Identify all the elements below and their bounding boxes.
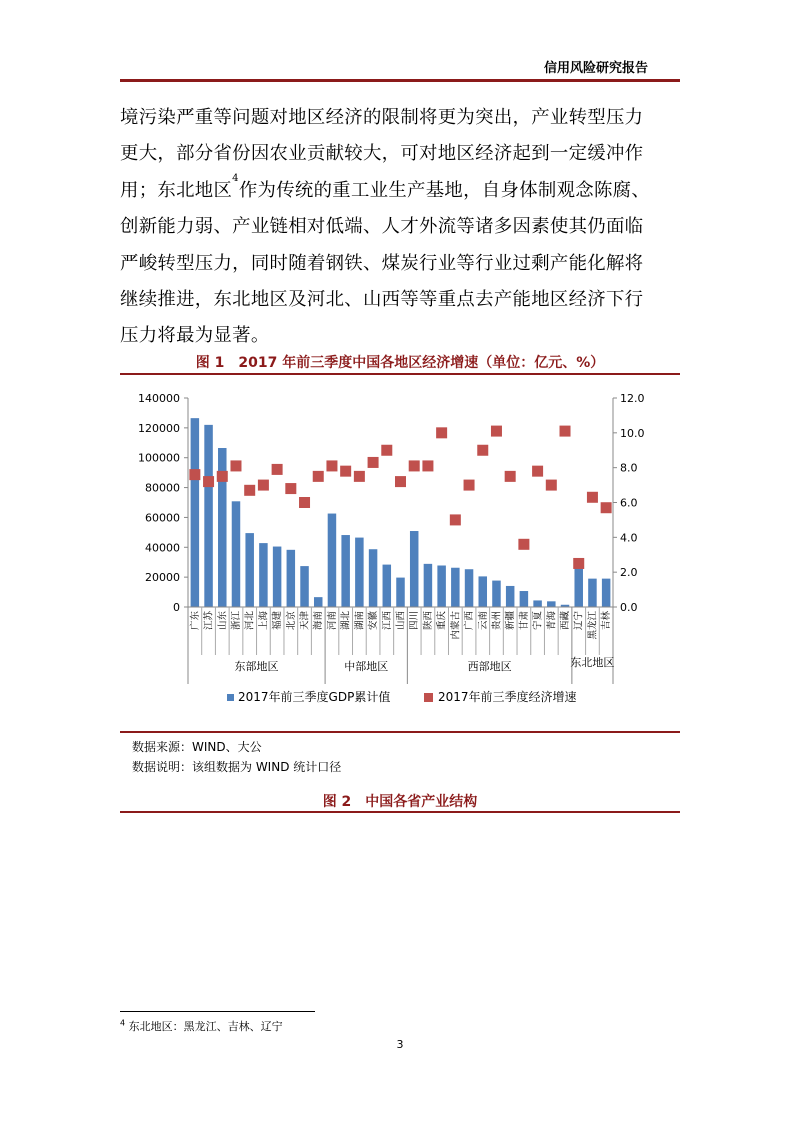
growth-point bbox=[189, 469, 200, 480]
category-label: 甘肃 bbox=[518, 611, 530, 631]
category-label: 云南 bbox=[477, 611, 489, 631]
category-label: 陕西 bbox=[422, 611, 434, 631]
category-label: 广东 bbox=[189, 611, 201, 631]
footnote-marker: 4 bbox=[120, 1018, 126, 1028]
header-rule bbox=[120, 79, 680, 82]
legend-point-swatch bbox=[424, 693, 433, 702]
figure2-title: 图 2 中国各省产业结构 bbox=[322, 794, 478, 810]
gdp-bar bbox=[533, 600, 542, 607]
body-text-segment: 用；东北地区 bbox=[120, 179, 233, 201]
left-tick-label: 120000 bbox=[138, 421, 180, 435]
body-line: 严峻转型压力，同时随着钢铁、煤炭行业等行业过剩产能化解将 bbox=[120, 252, 644, 274]
category-label: 新疆 bbox=[505, 611, 517, 631]
category-label: 天津 bbox=[299, 611, 311, 631]
gdp-bar bbox=[479, 576, 488, 607]
left-tick-label: 140000 bbox=[138, 392, 180, 405]
left-tick-label: 60000 bbox=[145, 511, 180, 525]
growth-point bbox=[244, 485, 255, 496]
growth-point bbox=[299, 497, 310, 508]
gdp-bar bbox=[300, 566, 309, 607]
growth-point bbox=[285, 483, 296, 494]
growth-point bbox=[477, 445, 488, 456]
right-tick-label: 12.0 bbox=[620, 392, 645, 405]
category-label: 吉林 bbox=[601, 611, 613, 631]
growth-point bbox=[518, 539, 529, 550]
footnote bbox=[120, 1018, 283, 1034]
category-label: 内蒙古 bbox=[450, 611, 462, 640]
gdp-bar bbox=[424, 564, 433, 607]
growth-point bbox=[258, 480, 269, 491]
body-text-segment: 作为传统的重工业生产基地，自身体制观念陈腐、 bbox=[238, 179, 651, 201]
category-label: 河北 bbox=[244, 611, 256, 631]
category-label: 安徽 bbox=[368, 611, 380, 631]
gdp-bar bbox=[547, 601, 556, 607]
gdp-bar bbox=[465, 569, 474, 607]
right-tick-label: 0.0 bbox=[620, 601, 638, 614]
left-tick-label: 100000 bbox=[138, 451, 180, 465]
body-paragraph bbox=[120, 100, 680, 355]
group-label: 西部地区 bbox=[467, 660, 512, 673]
gdp-bar bbox=[273, 547, 282, 607]
category-label: 黑龙江 bbox=[587, 611, 599, 640]
category-label: 湖南 bbox=[354, 611, 366, 631]
growth-point bbox=[532, 466, 543, 477]
category-label: 上海 bbox=[258, 611, 270, 631]
growth-point bbox=[340, 466, 351, 477]
left-tick-label: 0 bbox=[173, 601, 180, 614]
figure2-rule bbox=[120, 811, 680, 813]
growth-point bbox=[395, 476, 406, 487]
gdp-bar bbox=[506, 586, 515, 607]
growth-point bbox=[230, 460, 241, 471]
gdp-bar bbox=[245, 533, 254, 607]
header-title: 信用风险研究报告 bbox=[543, 61, 648, 76]
growth-point bbox=[368, 457, 379, 468]
category-label: 青海 bbox=[546, 611, 558, 631]
body-line: 压力将最为显著。 bbox=[120, 325, 270, 347]
gdp-bar bbox=[314, 597, 323, 607]
body-line: 继续推进，东北地区及河北、山西等等重点去产能地区经济下行 bbox=[120, 289, 644, 311]
gdp-bar bbox=[396, 578, 405, 607]
growth-point bbox=[409, 460, 420, 471]
figure1-note: 数据说明：该组数据为 WIND 统计口径 bbox=[132, 760, 342, 774]
gdp-bar bbox=[492, 581, 501, 607]
footnote-separator bbox=[120, 1011, 315, 1012]
right-tick-label: 2.0 bbox=[620, 566, 638, 580]
growth-point bbox=[601, 502, 612, 513]
group-label: 东北地区 bbox=[570, 656, 615, 669]
category-label: 重庆 bbox=[436, 611, 448, 631]
gdp-bar bbox=[204, 425, 213, 607]
category-label: 四川 bbox=[409, 611, 421, 631]
category-label: 海南 bbox=[313, 611, 325, 631]
growth-point bbox=[560, 426, 571, 437]
growth-point bbox=[217, 471, 228, 482]
left-tick-label: 80000 bbox=[145, 481, 180, 495]
growth-point bbox=[354, 471, 365, 482]
category-label: 宁夏 bbox=[532, 611, 544, 631]
body-line: 境污染严重等问题对地区经济的限制将更为突出，产业转型压力 bbox=[120, 107, 644, 128]
category-label: 北京 bbox=[285, 611, 297, 631]
category-label: 浙江 bbox=[230, 611, 242, 631]
gdp-bar bbox=[232, 501, 241, 607]
growth-point bbox=[587, 492, 598, 503]
body-line: 更大，部分省份因农业贡献较大，可对地区经济起到一定缓冲作 bbox=[120, 143, 644, 165]
category-label: 广西 bbox=[464, 611, 476, 631]
category-label: 辽宁 bbox=[573, 611, 585, 631]
growth-point bbox=[422, 460, 433, 471]
growth-point bbox=[326, 460, 337, 471]
growth-point bbox=[381, 445, 392, 456]
category-label: 西藏 bbox=[560, 611, 572, 631]
gdp-bar bbox=[451, 568, 460, 607]
category-label: 山东 bbox=[217, 611, 229, 631]
gdp-bar bbox=[369, 549, 378, 607]
gdp-bar bbox=[383, 565, 392, 607]
footnote-text: 东北地区：黑龙江、吉林、辽宁 bbox=[128, 1020, 283, 1033]
gdp-bar bbox=[341, 535, 350, 607]
footnote-ref[interactable]: 4 bbox=[232, 172, 239, 184]
body-line bbox=[120, 173, 680, 209]
left-tick-label: 40000 bbox=[145, 541, 180, 555]
figure1-title: 图 1 2017 年前三季度中国各地区经济增速（单位：亿元、%） bbox=[195, 355, 605, 371]
legend-bar-label: 2017年前三季度GDP累计值 bbox=[238, 690, 391, 704]
gdp-bar bbox=[191, 418, 200, 607]
left-tick-label: 20000 bbox=[145, 571, 180, 585]
gdp-growth-chart bbox=[120, 379, 680, 724]
growth-point bbox=[450, 514, 461, 525]
growth-point bbox=[272, 464, 283, 475]
page-number: 3 bbox=[396, 1038, 404, 1051]
category-label: 山西 bbox=[395, 611, 407, 631]
body-line: 创新能力弱、产业链相对低端、人才外流等诸多因素使其仍面临 bbox=[120, 216, 644, 238]
right-tick-label: 8.0 bbox=[620, 461, 638, 475]
gdp-bar bbox=[520, 591, 529, 607]
figure1-source: 数据来源：WIND、大公 bbox=[132, 740, 262, 754]
gdp-bar bbox=[259, 543, 268, 607]
gdp-bar bbox=[355, 538, 364, 607]
legend-bar-swatch bbox=[227, 694, 234, 701]
growth-point bbox=[203, 476, 214, 487]
category-label: 江西 bbox=[381, 611, 393, 631]
figure1-bottom-rule bbox=[120, 731, 680, 733]
group-label: 东部地区 bbox=[234, 660, 279, 673]
gdp-bar bbox=[410, 531, 419, 607]
right-tick-label: 10.0 bbox=[620, 426, 645, 440]
gdp-bar bbox=[287, 550, 296, 607]
right-tick-label: 4.0 bbox=[620, 531, 638, 545]
figure1-top-rule bbox=[120, 373, 680, 375]
growth-point bbox=[505, 471, 516, 482]
right-tick-label: 6.0 bbox=[620, 496, 638, 510]
category-label: 河南 bbox=[326, 611, 338, 631]
category-label: 江苏 bbox=[203, 611, 215, 631]
gdp-bar bbox=[437, 565, 446, 607]
gdp-bar bbox=[328, 514, 337, 607]
gdp-bar bbox=[602, 579, 611, 607]
growth-point bbox=[573, 558, 584, 569]
growth-point bbox=[464, 480, 475, 491]
growth-point bbox=[313, 471, 324, 482]
category-label: 湖北 bbox=[340, 611, 352, 631]
legend-point-label: 2017年前三季度经济增速 bbox=[438, 690, 577, 704]
growth-point bbox=[436, 427, 447, 438]
category-label: 贵州 bbox=[491, 611, 503, 631]
gdp-bar bbox=[588, 579, 597, 607]
category-label: 福建 bbox=[272, 611, 284, 631]
gdp-bar bbox=[574, 565, 583, 607]
group-label: 中部地区 bbox=[344, 660, 389, 673]
growth-point bbox=[546, 480, 557, 491]
growth-point bbox=[491, 426, 502, 437]
